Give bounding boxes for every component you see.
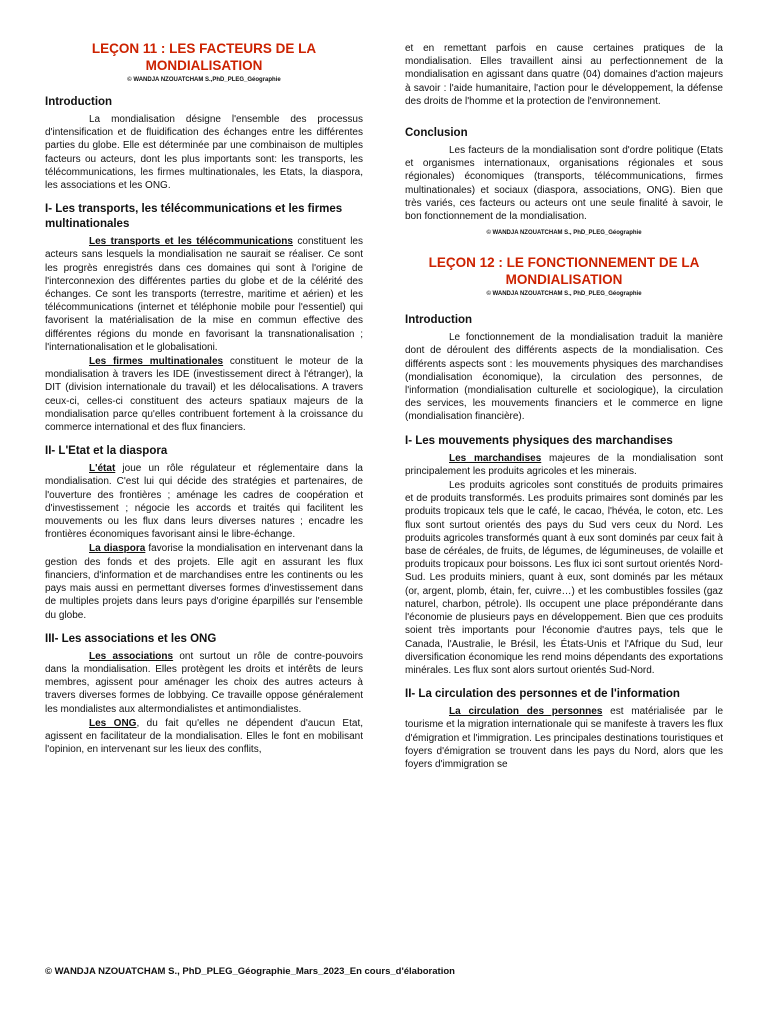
paragraph-text: joue un rôle régulateur et réglementaire dans la mondialisation. C'est lui qui décide des stratégies et partenaires, de l'ouverture des frontières ; aménage les cadres de coopération et d'investissement ; négocie les accords et traités qui facilitent les mouvements ou les flux dans leurs diverses natures ; encadre les frontières économiques favorisant ainsi le libre-échange.: [45, 463, 363, 541]
paragraph-text: majeures de la mondialisation sont principalement les produits agricoles et les minerais.: [405, 452, 723, 477]
term-diaspora: La diaspora: [89, 543, 146, 555]
term-circulation-personnes: La circulation des personnes: [449, 706, 603, 718]
right-column: [405, 42, 723, 772]
lesson-11-s3-paragraph-1: [45, 650, 363, 716]
paragraph-text: constituent les acteurs sans lesquels la mondialisation ne saurait se réaliser. Ce sont les progrès enregistrés dans ces domaines qui sont à l'origine de l'interconnexion des différentes parties du globe et de la célérité des échanges. Ce sont les transports (terrestre, maritime et aérien) et les télécommunications (internet et téléphonie mobile pour l'essentiel) qui favorisent la matérialisation de la mise en commun effective des différentes régions du monde en favorisant la transnationalisation ; l'internationalisation et le globalisationi.: [45, 236, 363, 353]
lesson-12-s1-paragraph-1: [405, 452, 723, 478]
lesson-11-section-3-heading: III- Les associations et les ONG: [45, 632, 217, 645]
paragraph-text: ont surtout un rôle de contre-pouvoirs dans la mondialisation. Elles protègent les droits et intérêts de leurs membres, agissent pour aménager les choix des autres acteurs à travers diverses formes de lobbying. Ce travaille oppose généralement les mondialistes aux altermondialistes et antimondialistes.: [45, 650, 364, 715]
paragraph-text: constituent le moteur de la mondialisation à travers les IDE (investissement direct à l'étranger), la DIT (division internationale du travail) et les délocalisations. A travers ceux-ci, celles-ci constituent des acteurs spatiaux majeurs de la mondialisation parce qu'elles contribuent fortement à la croissance du commerce international et des flux financiers.: [45, 356, 363, 434]
lesson-12-credit: © WANDJA NZOUATCHAM S., PhD_PLEG_Géographie: [486, 291, 642, 298]
lesson-11-s2-paragraph-1: [45, 462, 363, 541]
lesson-11-conclusion-heading: Conclusion: [405, 127, 468, 140]
lesson-11-end-credit: © WANDJA NZOUATCHAM S., PhD_PLEG_Géographie: [486, 230, 642, 237]
lesson-12-intro-heading: Introduction: [405, 314, 473, 327]
term-transports: Les transports et les télécommunications: [89, 236, 293, 248]
lesson-12-intro-text: Le fonctionnement de la mondialisation traduit la manière dont de déroulent des différents aspects de la mondialisation. Ces différents aspects sont : les mouvements physiques des marchandises (mondialisation économique), la circulation des personnes, de l'information (mondialisation culturelle et sociologique), la circulation des services, les mouvements financiers et le commerce en ligne (mondialisation financière).: [405, 332, 723, 423]
paragraph-text: est matérialisée par le tourisme et la migration internationale qui se manifeste à travers les flux d'émigration et l'immigration. Les principales destinations touristiques et foyers d'émigration se trouvent dans les pays du Nord, alors que les foyers d'immigration se: [405, 706, 724, 770]
paragraph-text: favorise la mondialisation en intervenant dans la gestion des fonds et des projets. Elle agit en assurant les flux financiers, d'information et de marchandises entre les continents ou les pays mais aussi en permettant diverses formes d'investissement dans de multiples projets dans leurs pays d'origine éparpillés sur l'ensemble du globe.: [45, 543, 363, 621]
lesson-11-s1-paragraph-1: [45, 235, 363, 354]
term-ong: Les ONG: [89, 717, 137, 729]
lesson-12-title: LEÇON 12 : LE FONCTIONNEMENT DE LA MONDIALISATION: [428, 255, 700, 288]
term-associations: Les associations: [89, 650, 174, 662]
lesson-12-s2-paragraph-1: [405, 705, 723, 771]
lesson-12-section-1-heading: I- Les mouvements physiques des marchandises: [405, 434, 673, 447]
lesson-11-section-1-heading: I- Les transports, les télécommunications et les firmes multinationales: [45, 203, 343, 231]
paragraph-text: , du fait qu'elles ne dépendent d'aucun Etat, agissent en facilitateur de la mondialisation. Elles le font en mobilisant l'opinion, en intervenant sur les lieux des conflits,: [45, 717, 363, 756]
term-marchandises: Les marchandises: [449, 452, 542, 464]
lesson-11-title: LEÇON 11 : LES FACTEURS DE LA MONDIALISATION: [91, 41, 317, 73]
lesson-11-credit: © WANDJA NZOUATCHAM S.,PhD_PLEG_Géographie: [127, 77, 281, 83]
lesson-12-s1-paragraph-2: Les produits agricoles sont constitués de produits primaires et de produits transformés. Les produits primaires sont dominés par les produits tropicaux tels que le café, le cacao, l'hévéa, le coton, etc. Les flux sont surtout orientés des pays du Sud vers ceux du Nord. Les produits agricoles transformés quant à eux sont dominés par ceux fait à base de céréales, de fruits, de légumes, de légumineuses, de volaille et produits tropicaux pour boissons. Les flux ici sont surtout orientés Nord-Sud. Les produits miniers, quant à eux, sont dominés par les métaux (or, argent, plomb, étain, fer, cuivre…) et les combustibles fossiles (gaz naturel, charbon, pétrole). Ils occupent une place prépondérante dans l'économie de plusieurs pays en développement. Bien que ces produits soient très importants pour l'économie d'autres pays, tels que le Canada, l'Australie, le Brésil, les États-Unis et l'Afrique du Sud, leur diversification économique les rend moins dépendants des exportations minérales. Les flux sont alors surtout orientés Sud-Nord.: [405, 480, 723, 676]
lesson-11-s2-paragraph-2: [45, 542, 363, 621]
lesson-11-conclusion-text: Les facteurs de la mondialisation sont d'ordre politique (Etats et organismes internationaux, organisations régionales et sous régionales) économiques (transports, télécommunications, firmes multinationales) et sociaux (diaspora, associations, ONG). Bien que très variés, ces facteurs ou acteurs ont une seule finalité à savoir, le bon fonctionnement de la mondialisation.: [405, 145, 723, 223]
lesson-11-s1-paragraph-2: [45, 355, 363, 434]
left-column: [45, 40, 363, 757]
lesson-11-s3-paragraph-2: [45, 717, 363, 757]
lesson-12-section-2-heading: II- La circulation des personnes et de l'information: [405, 688, 680, 701]
lesson-11-s3-continuation: et en remettant parfois en cause certaines pratiques de la mondialisation. Elles travaillent ainsi au perfectionnement de la mondialisation en agissant dans quatre (04) domaines d'action majeurs à savoir : l'aide humanitaire, l'action pour le développement, la défense des droits de l'homme et la protection de l'environnement.: [405, 43, 723, 107]
term-etat: L'état: [89, 463, 116, 475]
page-footer: © WANDJA NZOUATCHAM S., PhD_PLEG_Géographie_Mars_2023_En cours_d'élaboration: [45, 966, 455, 977]
lesson-11-intro-heading: Introduction: [45, 96, 113, 108]
lesson-11-intro-text: La mondialisation désigne l'ensemble des processus d'intensification et de fluidification des échanges entre les différentes parties du globe. Elle est déterminée par une combinaison de multiples facteurs ou acteurs, dont les plus importants sont: les transports, les télécommunications, les firmes multinationales, les Etats, la diaspora, les associations et les ONG.: [45, 114, 363, 192]
term-firmes: Les firmes multinationales: [89, 356, 224, 368]
lesson-11-section-2-heading: II- L'Etat et la diaspora: [45, 445, 168, 458]
